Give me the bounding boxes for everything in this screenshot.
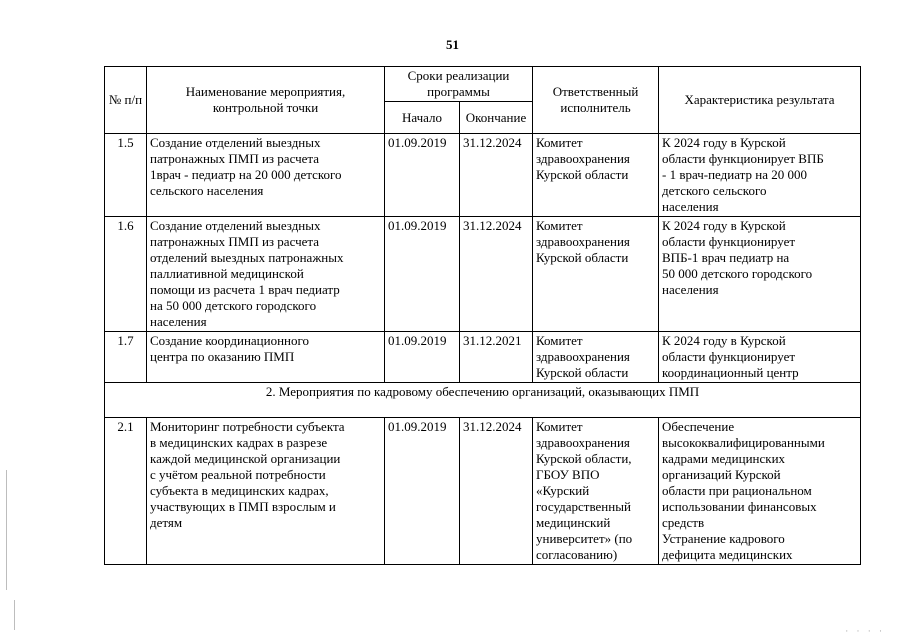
scan-corner-marks: · · · ·: [845, 626, 885, 636]
table-row: [105, 217, 861, 332]
row-number: 2.1: [105, 418, 147, 565]
row-number: 1.5: [105, 134, 147, 217]
row-activity: Создание отделений выездных патронажных ПМП из расчета отделений выездных патронажных паллиативной медицинской помощи из расчета 1 врач педиатр на 50 000 детского городского населения: [147, 217, 385, 332]
scan-margin-line: [14, 600, 15, 630]
row-executor: Комитет здравоохранения Курской области: [533, 332, 659, 383]
row-result: К 2024 году в Курской области функционирует координационный центр: [659, 332, 861, 383]
row-number: 1.6: [105, 217, 147, 332]
row-result: К 2024 году в Курской области функционирует ВПБ - 1 врач-педиатр на 20 000 детского сельского населения: [659, 134, 861, 217]
row-end-date: 31.12.2021: [460, 332, 533, 383]
header-result: Характеристика результата: [659, 67, 861, 134]
row-executor: Комитет здравоохранения Курской области: [533, 134, 659, 217]
section-heading-row: [105, 383, 861, 418]
table-row: [105, 418, 861, 565]
page-number: 51: [446, 37, 459, 52]
header-number: № п/п: [105, 67, 147, 134]
scan-margin-line: [6, 470, 7, 590]
row-end-date: 31.12.2024: [460, 134, 533, 217]
header-timeline: Сроки реализации программы: [385, 67, 533, 102]
row-result: Обеспечение высококвалифицированными кадрами медицинских организаций Курской области при рациональном использовании финансовых средств Устранение кадрового дефицита медицинских: [659, 418, 861, 565]
row-activity: Создание координационного центра по оказанию ПМП: [147, 332, 385, 383]
row-end-date: 31.12.2024: [460, 217, 533, 332]
row-number: 1.7: [105, 332, 147, 383]
row-executor: Комитет здравоохранения Курской области, ГБОУ ВПО «Курский государственный медицинский университет» (по согласованию): [533, 418, 659, 565]
row-start-date: 01.09.2019: [385, 418, 460, 565]
row-activity: Создание отделений выездных патронажных ПМП из расчета 1врач - педиатр на 20 000 детского сельского населения: [147, 134, 385, 217]
row-activity: Мониторинг потребности субъекта в медицинских кадрах в разрезе каждой медицинской организации с учётом реальной потребности субъекта в медицинских кадрах, участвующих в ПМП взрослым и детям: [147, 418, 385, 565]
table-row: [105, 134, 861, 217]
row-start-date: 01.09.2019: [385, 332, 460, 383]
row-end-date: 31.12.2024: [460, 418, 533, 565]
header-executor: Ответственный исполнитель: [533, 67, 659, 134]
header-activity: Наименование мероприятия, контрольной точки: [147, 67, 385, 134]
row-result: К 2024 году в Курской области функционирует ВПБ-1 врач педиатр на 50 000 детского городского населения: [659, 217, 861, 332]
row-start-date: 01.09.2019: [385, 134, 460, 217]
header-start: Начало: [385, 102, 460, 134]
table-row: [105, 332, 861, 383]
row-executor: Комитет здравоохранения Курской области: [533, 217, 659, 332]
section-heading: 2. Мероприятия по кадровому обеспечению организаций, оказывающих ПМП: [105, 383, 861, 418]
row-start-date: 01.09.2019: [385, 217, 460, 332]
header-end: Окончание: [460, 102, 533, 134]
program-activities-table: [104, 66, 861, 565]
